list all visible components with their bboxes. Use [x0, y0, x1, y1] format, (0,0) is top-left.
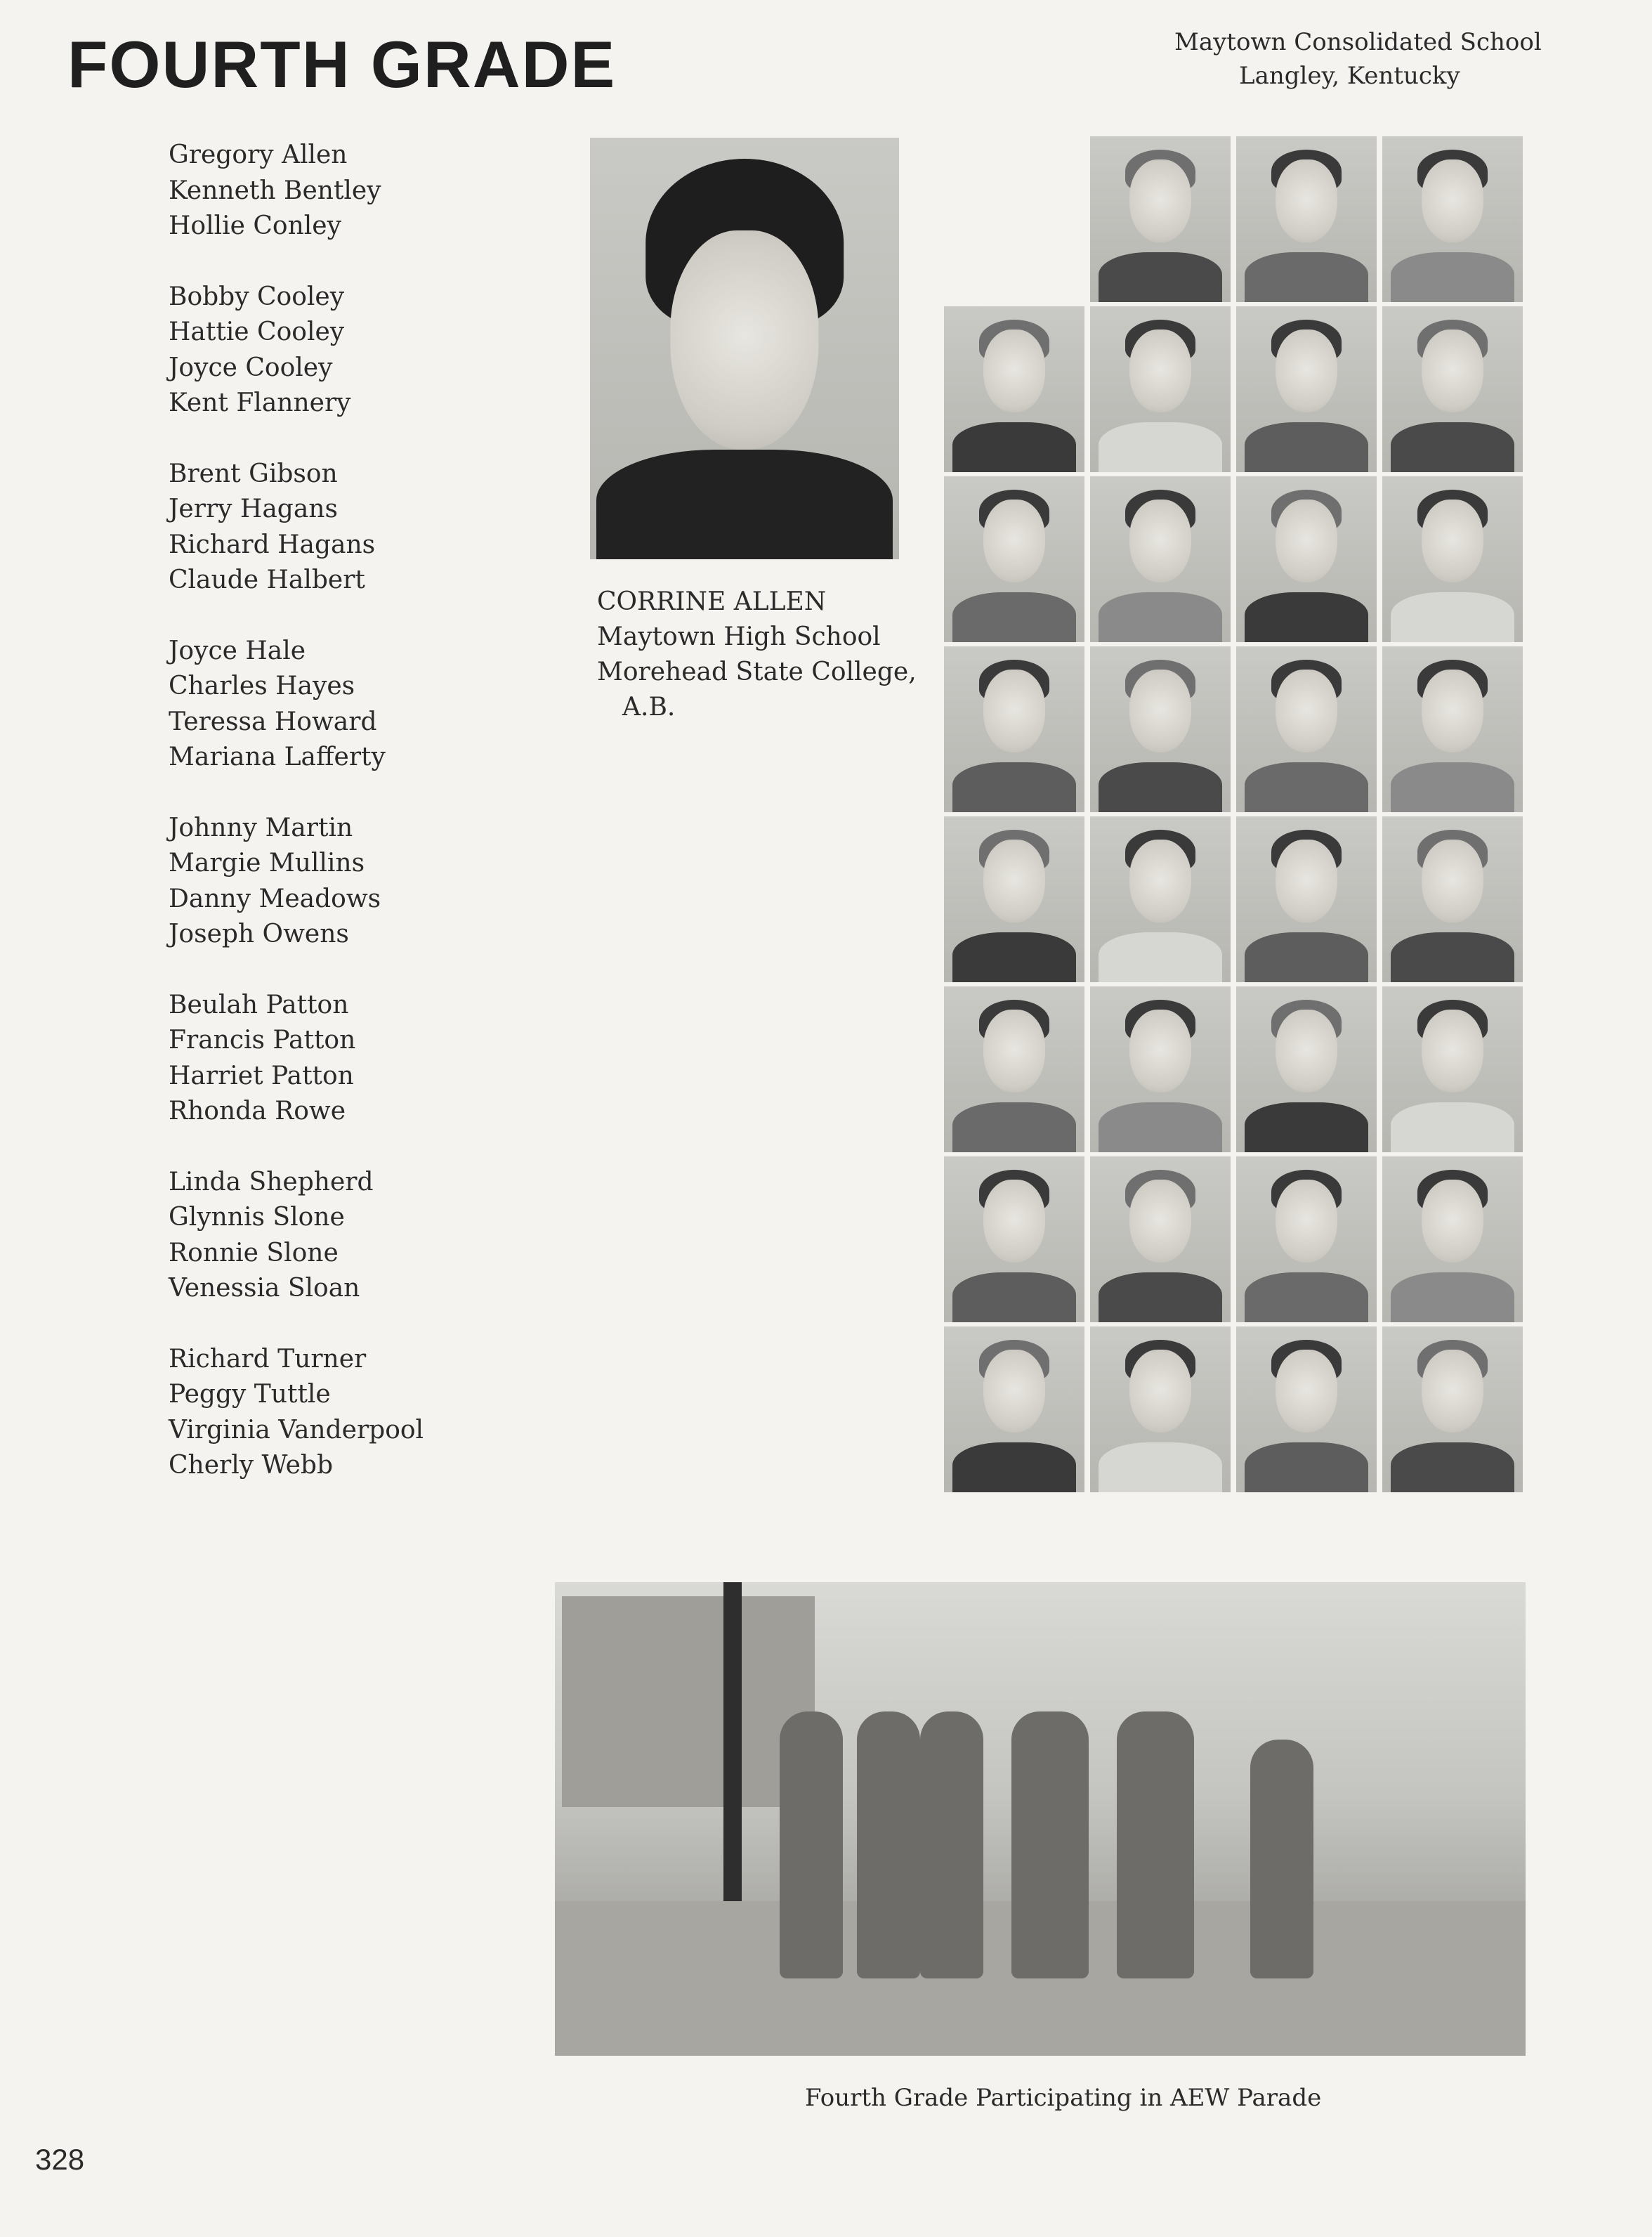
school-header: [1174, 25, 1542, 93]
portrait-body: [1099, 762, 1222, 812]
portrait-body: [1391, 252, 1514, 302]
student-name: Rhonda Rowe: [169, 1097, 346, 1126]
portrait-body: [1391, 1442, 1514, 1492]
portrait-body: [952, 422, 1076, 472]
portrait-body: [952, 1102, 1076, 1152]
teacher-name: CORRINE ALLEN: [597, 587, 827, 616]
portrait-face: [1129, 840, 1191, 922]
portrait-face: [983, 500, 1045, 582]
student-name: Richard Hagans: [169, 530, 376, 559]
portrait-face: [1129, 1180, 1191, 1263]
student-portrait: [1382, 646, 1523, 812]
portrait-body: [952, 592, 1076, 642]
portrait-body: [952, 1272, 1076, 1322]
portrait-body: [1391, 1102, 1514, 1152]
student-name: Ronnie Slone: [169, 1238, 339, 1267]
name-group: [169, 634, 424, 776]
student-name: Margie Mullins: [169, 849, 365, 878]
portrait-face: [1422, 1180, 1483, 1263]
portrait-face: [1276, 159, 1337, 242]
portrait-face: [1129, 1010, 1191, 1093]
portrait-face: [1276, 840, 1337, 922]
student-portrait: [944, 1156, 1084, 1322]
portrait-body: [1099, 932, 1222, 982]
portrait-body: [1245, 1102, 1368, 1152]
portrait-face: [1422, 1350, 1483, 1433]
student-name: Peggy Tuttle: [169, 1380, 331, 1409]
portrait-body: [952, 1442, 1076, 1492]
student-portrait: [1236, 986, 1377, 1152]
student-portrait: [1382, 476, 1523, 642]
student-portrait: [1382, 816, 1523, 982]
portrait-face: [983, 330, 1045, 412]
parade-child: [780, 1711, 843, 1978]
portrait-body: [1245, 252, 1368, 302]
portrait-face: [983, 1350, 1045, 1433]
student-name: Bobby Cooley: [169, 282, 345, 311]
student-name: Virginia Vanderpool: [169, 1415, 424, 1444]
parade-caption: Fourth Grade Participating in AEW Parade: [805, 2084, 1322, 2112]
portrait-body: [596, 450, 893, 559]
teacher-college: Morehead State College,: [597, 658, 917, 686]
portrait-face: [983, 1010, 1045, 1093]
portrait-body: [1391, 422, 1514, 472]
portrait-body: [1099, 252, 1222, 302]
teacher-portrait: [590, 138, 899, 559]
portrait-face: [1129, 670, 1191, 752]
student-name: Claude Halbert: [169, 566, 365, 594]
student-name: Charles Hayes: [169, 672, 355, 700]
student-portrait: [1090, 476, 1231, 642]
student-portrait: [1236, 1326, 1377, 1492]
portrait-body: [1099, 592, 1222, 642]
student-portrait: [944, 986, 1084, 1152]
student-name: Richard Turner: [169, 1344, 367, 1374]
student-portrait: [1382, 306, 1523, 472]
portrait-body: [952, 932, 1076, 982]
name-group: [169, 1342, 424, 1484]
student-portrait: [944, 1326, 1084, 1492]
student-portrait: [1236, 1156, 1377, 1322]
student-name: Kent Flannery: [169, 389, 351, 417]
student-name: Danny Meadows: [169, 884, 381, 913]
school-location: Langley, Kentucky: [1239, 62, 1460, 90]
portrait-face: [1129, 159, 1191, 242]
portrait-face: [1422, 840, 1483, 922]
parade-child: [857, 1711, 920, 1978]
portrait-body: [1391, 592, 1514, 642]
portrait-face: [1276, 670, 1337, 752]
student-name: Johnny Martin: [169, 813, 353, 842]
student-portrait: [1236, 476, 1377, 642]
student-name: Hattie Cooley: [169, 318, 345, 346]
name-group: [169, 457, 424, 599]
portrait-face: [1276, 1180, 1337, 1263]
portrait-body: [1245, 932, 1368, 982]
teacher-school: Maytown High School: [597, 622, 881, 651]
student-name: Joyce Cooley: [169, 353, 333, 382]
portrait-face: [1422, 670, 1483, 752]
student-portrait: [1236, 816, 1377, 982]
student-portrait: [1236, 306, 1377, 472]
portrait-face: [1422, 330, 1483, 412]
name-group: [169, 138, 424, 244]
student-portrait: [1090, 306, 1231, 472]
portrait-face: [1276, 1350, 1337, 1433]
portrait-face: [983, 670, 1045, 752]
student-portrait: [1236, 646, 1377, 812]
parade-photo: [555, 1582, 1526, 2056]
portrait-body: [1391, 932, 1514, 982]
page-number: 328: [35, 2143, 85, 2176]
teacher-info: [597, 585, 917, 725]
portrait-body: [1099, 1442, 1222, 1492]
student-name: Francis Patton: [169, 1026, 356, 1055]
student-name: Linda Shepherd: [169, 1167, 374, 1196]
portrait-face: [1276, 500, 1337, 582]
student-portrait: [1382, 986, 1523, 1152]
student-portrait: [1236, 136, 1377, 302]
portrait-face: [1276, 330, 1337, 412]
student-name: Venessia Sloan: [169, 1274, 360, 1303]
portrait-face: [1129, 330, 1191, 412]
student-portrait: [944, 646, 1084, 812]
student-portrait: [1090, 136, 1231, 302]
student-portrait: [1382, 136, 1523, 302]
portrait-face: [1422, 1010, 1483, 1093]
student-name: Joseph Owens: [169, 920, 349, 948]
portrait-body: [952, 762, 1076, 812]
portrait-face: [983, 840, 1045, 922]
page-title: FOURTH GRADE: [67, 27, 617, 101]
student-portrait: [1090, 1156, 1231, 1322]
student-name: Cherly Webb: [169, 1451, 333, 1480]
name-group: [169, 988, 424, 1130]
name-group: [169, 280, 424, 422]
school-name: Maytown Consolidated School: [1174, 28, 1542, 56]
student-name-list: [169, 138, 424, 1519]
portrait-body: [1245, 1442, 1368, 1492]
student-name: Harriet Patton: [169, 1061, 354, 1090]
portrait-body: [1099, 1102, 1222, 1152]
student-portrait: [1382, 1326, 1523, 1492]
parade-house: [562, 1596, 815, 1807]
student-name: Hollie Conley: [169, 211, 341, 240]
portrait-body: [1099, 1272, 1222, 1322]
student-portrait: [944, 816, 1084, 982]
portrait-body: [1245, 422, 1368, 472]
student-portrait: [1090, 986, 1231, 1152]
portrait-face: [1129, 500, 1191, 582]
student-name: Brent Gibson: [169, 459, 338, 488]
student-name: Kenneth Bentley: [169, 176, 381, 205]
name-group: [169, 811, 424, 953]
portrait-face: [1129, 1350, 1191, 1433]
portrait-face: [983, 1180, 1045, 1263]
student-portrait: [944, 306, 1084, 472]
parade-child: [1117, 1711, 1194, 1978]
student-name: Joyce Hale: [169, 636, 306, 665]
student-portrait: [944, 476, 1084, 642]
portrait-face: [1422, 500, 1483, 582]
portrait-body: [1245, 1272, 1368, 1322]
portrait-body: [1099, 422, 1222, 472]
student-portrait: [1090, 646, 1231, 812]
student-name: Beulah Patton: [169, 990, 349, 1019]
student-portrait: [1090, 816, 1231, 982]
student-portrait: [1382, 1156, 1523, 1322]
teacher-degree: A.B.: [622, 693, 676, 722]
portrait-body: [1245, 762, 1368, 812]
student-name: Teressa Howard: [169, 707, 377, 736]
student-name: Mariana Lafferty: [169, 743, 386, 771]
student-name: Glynnis Slone: [169, 1203, 345, 1232]
parade-child: [920, 1711, 983, 1978]
portrait-body: [1245, 592, 1368, 642]
parade-child: [1250, 1740, 1313, 1978]
student-name: Jerry Hagans: [169, 495, 338, 523]
student-name: Gregory Allen: [169, 141, 348, 169]
portrait-body: [1391, 762, 1514, 812]
student-portrait: [1090, 1326, 1231, 1492]
portrait-face: [1276, 1010, 1337, 1093]
portrait-face: [670, 230, 818, 450]
portrait-face: [1422, 159, 1483, 242]
parade-child: [1011, 1711, 1089, 1978]
portrait-body: [1391, 1272, 1514, 1322]
name-group: [169, 1165, 424, 1307]
